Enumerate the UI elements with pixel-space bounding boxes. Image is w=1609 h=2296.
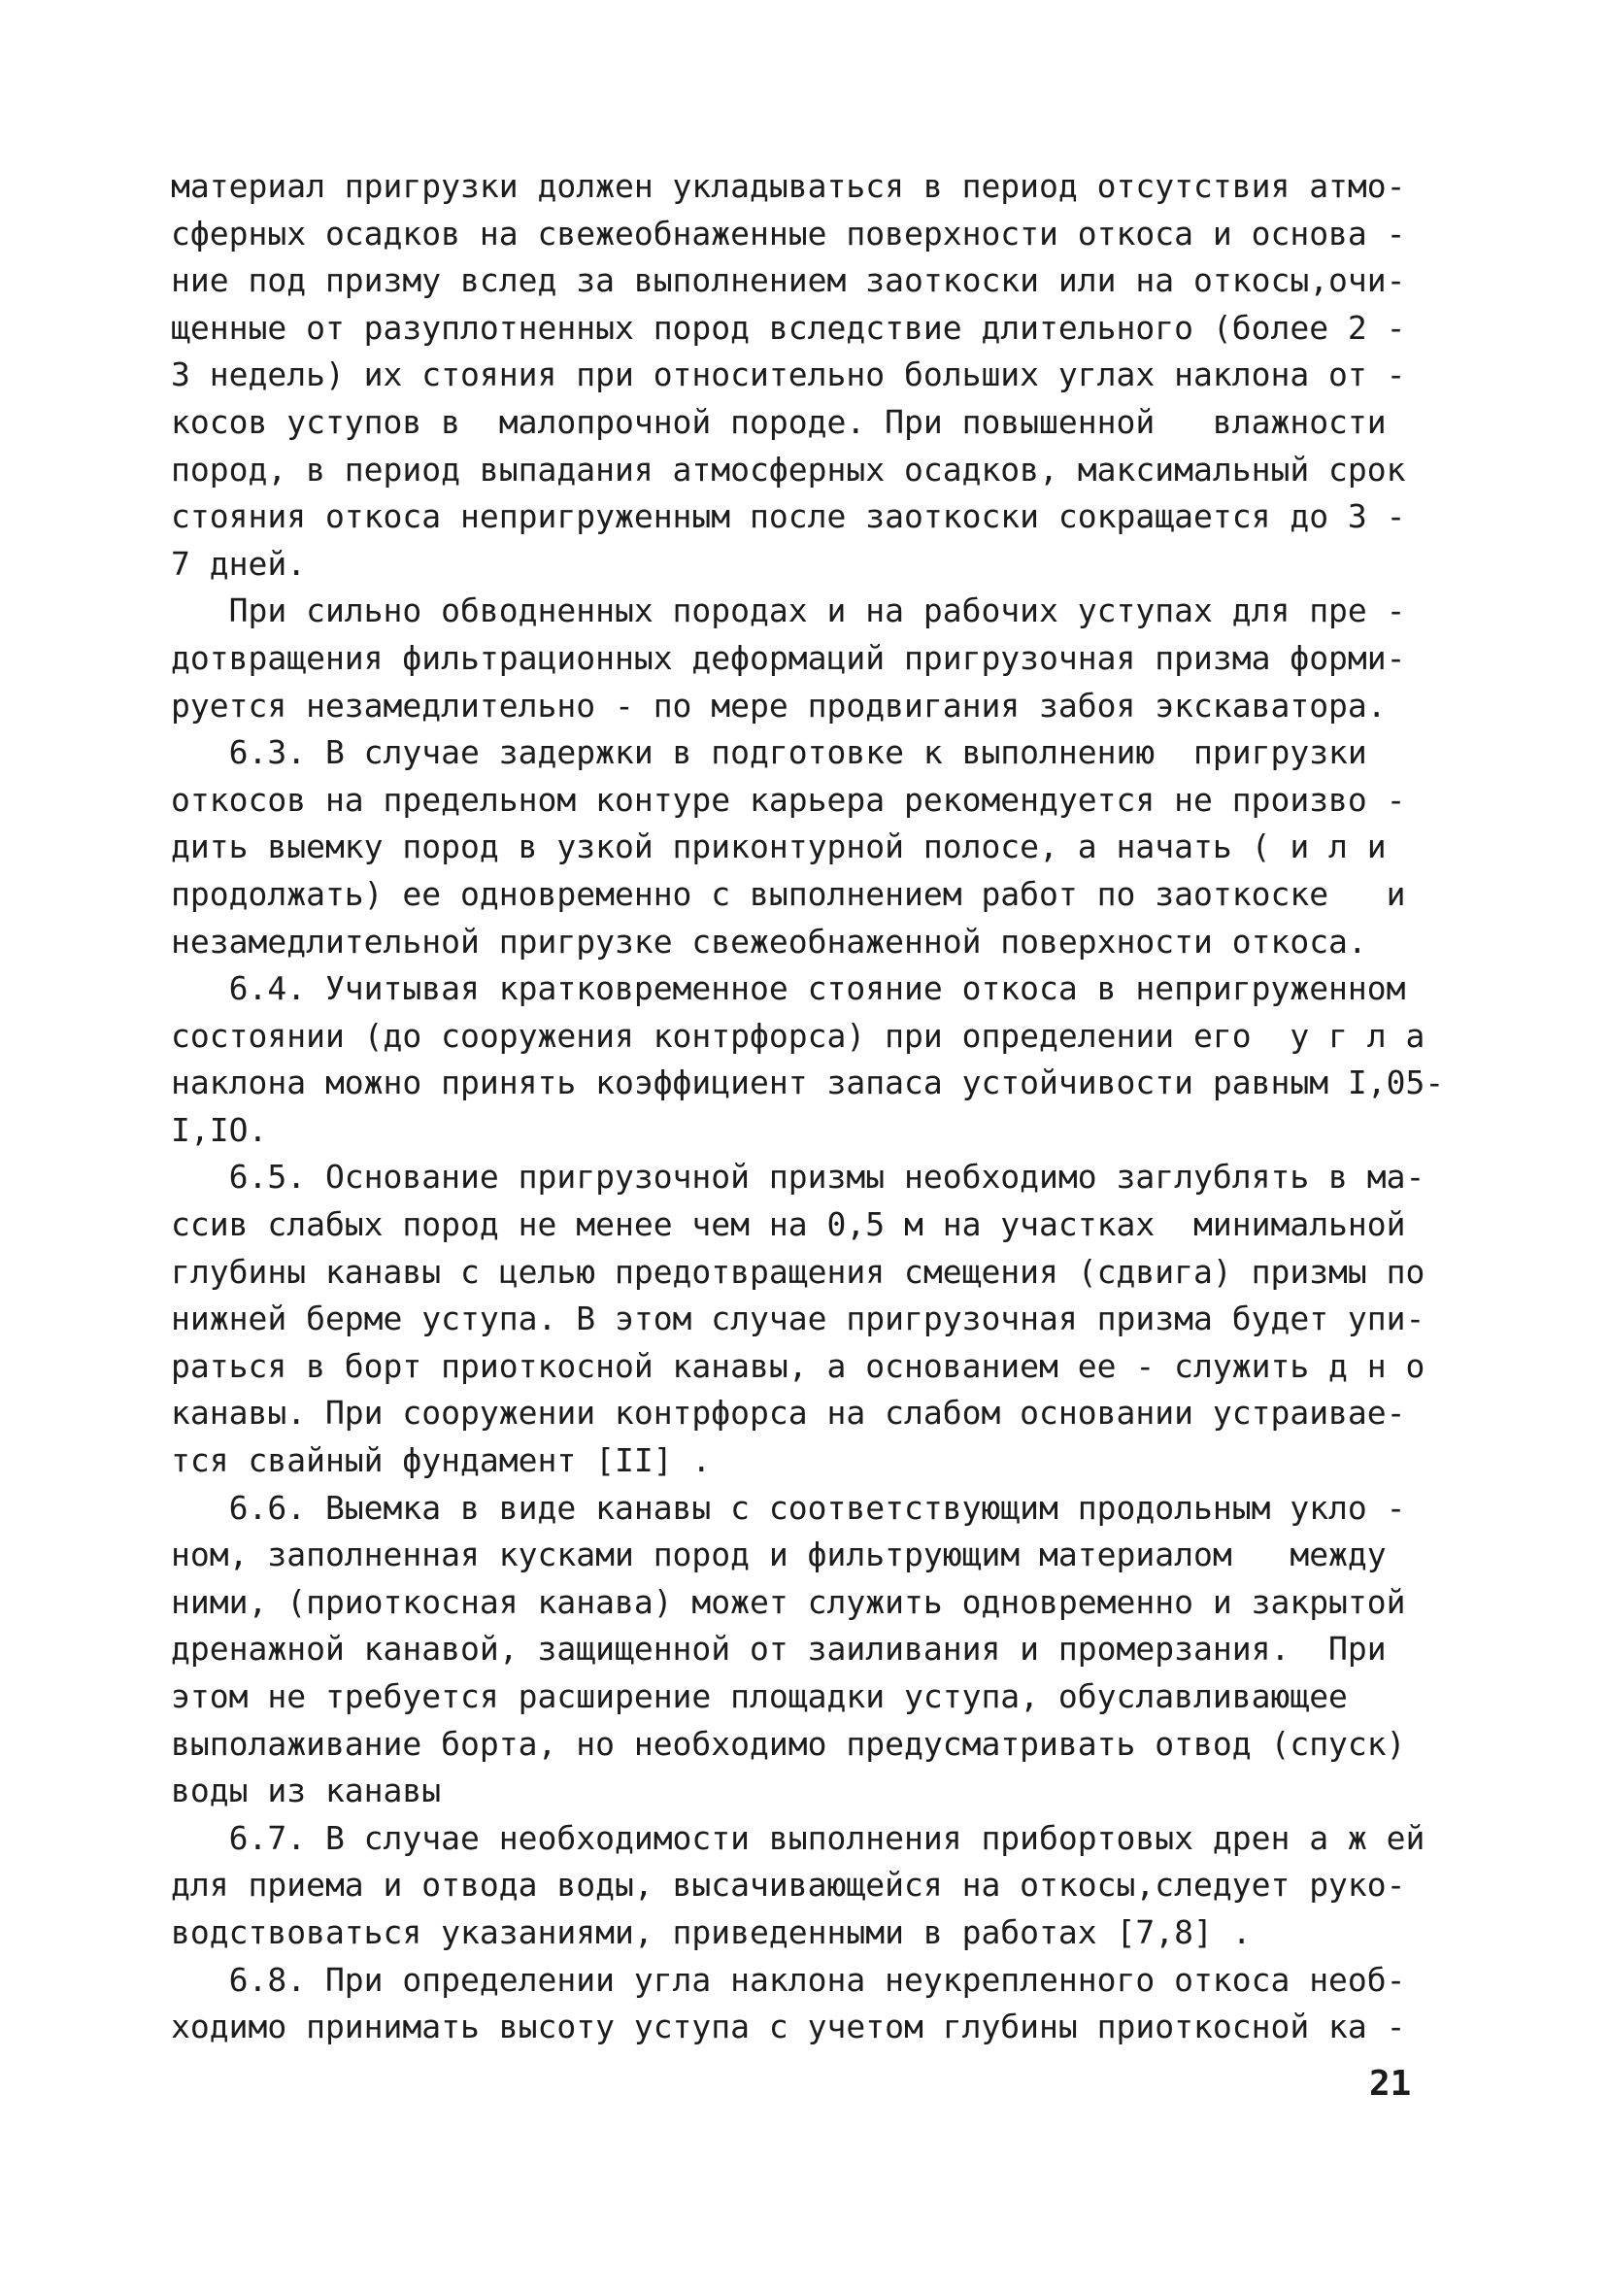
text-line: выполаживание борта, но необходимо предусматривать отвод (спуск) bbox=[171, 1724, 1406, 1763]
text-line: 6.3. В случае задержки в подготовке к выполнению пригрузки bbox=[171, 733, 1367, 772]
text-line: канавы. При сооружении контрфорса на слабом основании устраивае- bbox=[171, 1394, 1406, 1433]
text-line: ними, (приоткосная канава) может служить одновременно и закрытой bbox=[171, 1582, 1406, 1621]
text-line: продолжать) ее одновременно с выполнением работ по заоткоске и bbox=[171, 874, 1406, 913]
text-line: дотвращения фильтрационных деформаций пригрузочная призма форми- bbox=[171, 638, 1406, 677]
text-line: ние под призму вслед за выполнением заоткоски или на откосы,очи- bbox=[171, 261, 1406, 300]
text-line: глубины канавы с целью предотвращения смещения (сдвига) призмы по bbox=[171, 1252, 1425, 1291]
text-line: дренажной канавой, защищенной от заиливания и промерзания. При bbox=[171, 1630, 1387, 1669]
text-line: При сильно обводненных породах и на рабочих уступах для пре - bbox=[171, 591, 1406, 630]
text-line: состоянии (до сооружения контрфорса) при определении его у г л а bbox=[171, 1016, 1425, 1055]
text-line: 3 недель) их стояния при относительно больших углах наклона от - bbox=[171, 355, 1406, 394]
text-line: I,IO. bbox=[171, 1110, 268, 1149]
text-line: воды из канавы bbox=[171, 1772, 442, 1810]
text-line: 6.6. Выемка в виде канавы с соответствующим продольным укло - bbox=[171, 1488, 1406, 1527]
text-line: тся свайный фундамент [II] . bbox=[171, 1441, 712, 1480]
text-line: 6.4. Учитывая кратковременное стояние откоса в непригруженном bbox=[171, 969, 1406, 1008]
text-line: наклона можно принять коэффициент запаса устойчивости равным I,05- bbox=[171, 1064, 1445, 1102]
text-line: пород, в период выпадания атмосферных осадков, максимальный срок bbox=[171, 450, 1406, 489]
text-line: руется незамедлительно - по мере продвигания забоя экскаватора. bbox=[171, 686, 1387, 725]
text-line: незамедлительной пригрузке свежеобнаженной поверхности откоса. bbox=[171, 922, 1367, 961]
page-number: 21 bbox=[1369, 2064, 1412, 2104]
text-line: ссив слабых пород не менее чем на 0,5 м на участках минимальной bbox=[171, 1205, 1406, 1244]
text-line: ном, заполненная кусками пород и фильтрующим материалом между bbox=[171, 1536, 1387, 1574]
text-line: нижней берме уступа. В этом случае пригрузочная призма будет упи- bbox=[171, 1300, 1425, 1338]
text-line: 6.8. При определении угла наклона неукрепленного откоса необ- bbox=[171, 1960, 1406, 1999]
text-line: косов уступов в малопрочной породе. При повышенной влажности bbox=[171, 402, 1387, 441]
text-line: откосов на предельном контуре карьера рекомендуется не произво - bbox=[171, 780, 1406, 819]
text-line: ходимо принимать высоту уступа с учетом глубины приоткосной ка - bbox=[171, 2008, 1406, 2046]
text-line: раться в борт приоткосной канавы, а основанием ее - служить д н о bbox=[171, 1346, 1425, 1385]
text-line: сферных осадков на свежеобнаженные поверхности откоса и основа - bbox=[171, 214, 1406, 253]
text-line: щенные от разуплотненных пород вследствие длительного (более 2 - bbox=[171, 308, 1406, 347]
text-line: этом не требуется расширение площадки уступа, обуславливающее bbox=[171, 1677, 1348, 1715]
text-line: 6.5. Основание пригрузочной призмы необходимо заглублять в ма- bbox=[171, 1158, 1425, 1197]
text-line: водствоваться указаниями, приведенными в работах [7,8] . bbox=[171, 1912, 1252, 1951]
body-text bbox=[171, 163, 1445, 2051]
text-line: 7 дней. bbox=[171, 544, 307, 583]
text-line: дить выемку пород в узкой приконтурной полосе, а начать ( и л и bbox=[171, 827, 1387, 866]
text-line: для приема и отвода воды, высачивающейся на откосы,следует руко- bbox=[171, 1866, 1406, 1905]
text-line: материал пригрузки должен укладываться в период отсутствия атмо- bbox=[171, 167, 1406, 205]
text-line: стояния откоса непригруженным после заоткоски сокращается до 3 - bbox=[171, 497, 1406, 536]
text-line: 6.7. В случае необходимости выполнения прибортовых дрен а ж ей bbox=[171, 1818, 1425, 1857]
